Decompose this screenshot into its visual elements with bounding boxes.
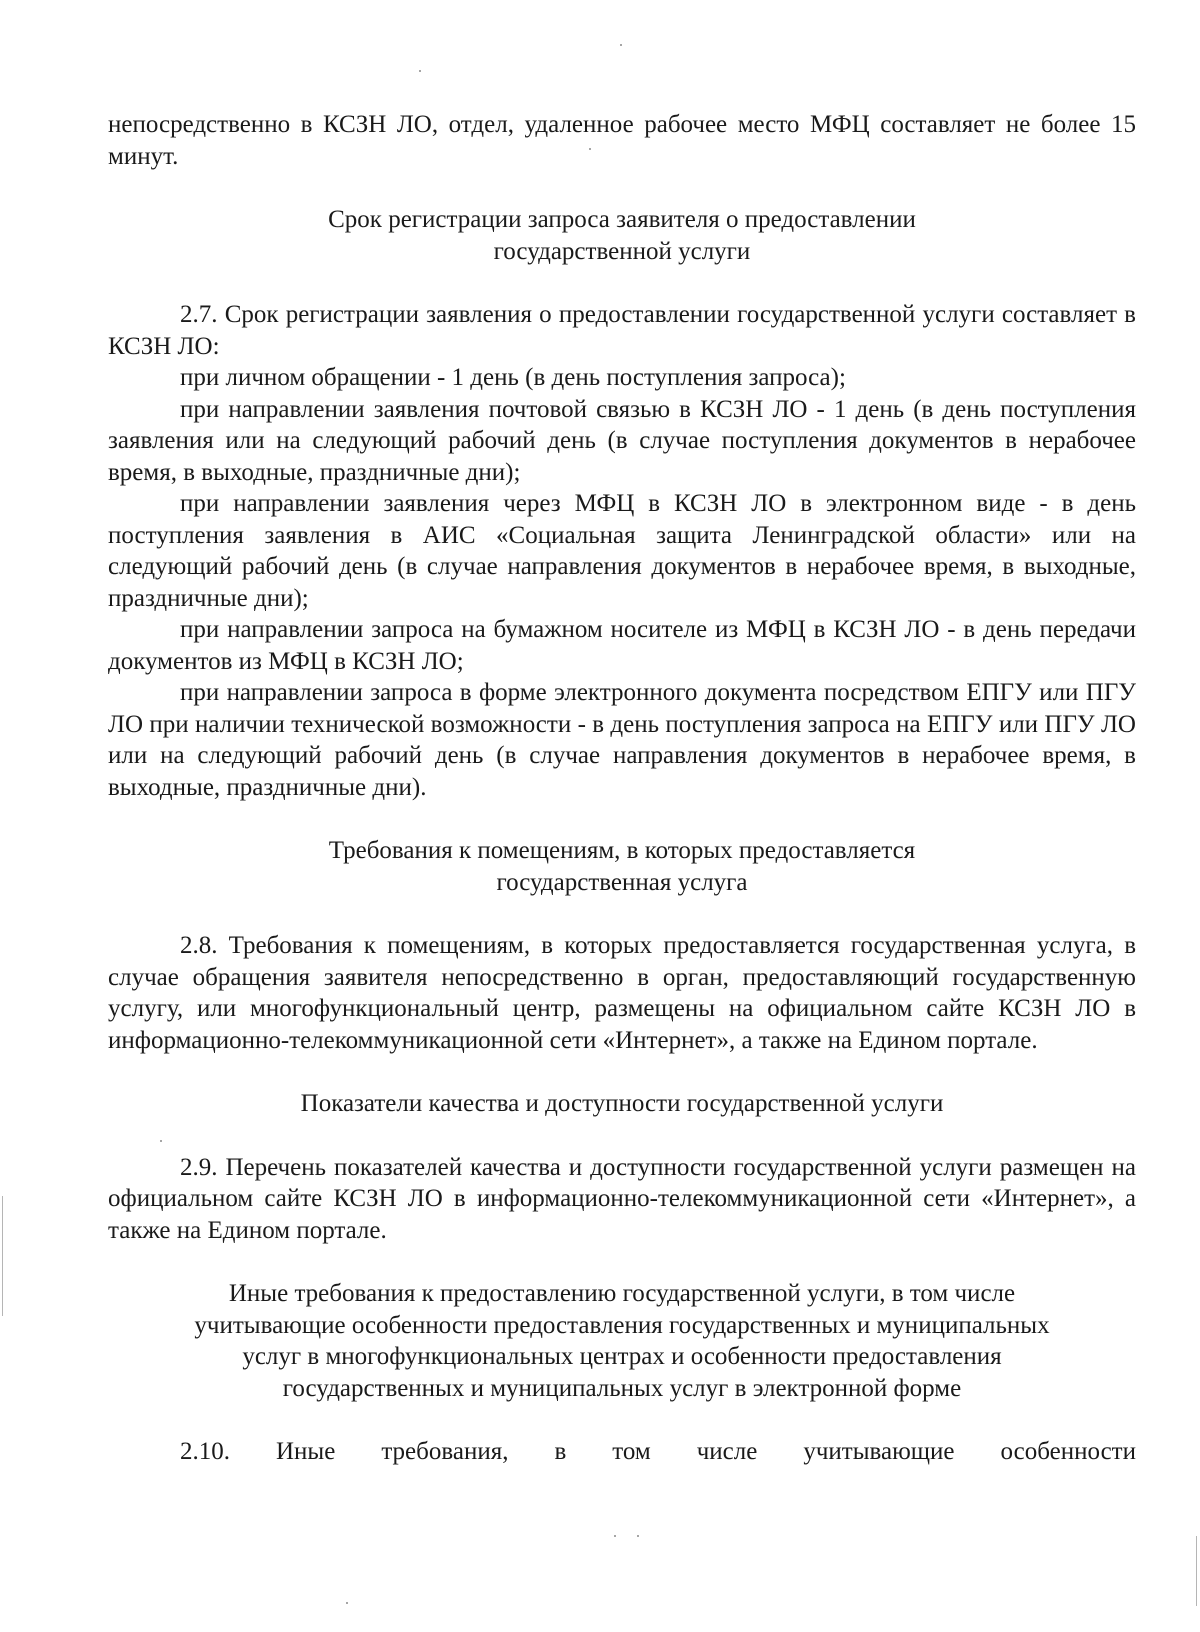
section-heading-registration-term xyxy=(108,204,1136,267)
paragraph-2-7: 2.7. Срок регистрации заявления о предоставлении государственной услуги составляет в КСЗН ЛО: xyxy=(108,301,1136,360)
scan-speck xyxy=(419,70,421,72)
section-heading-other-requirements xyxy=(108,1278,1136,1404)
heading-line: Требования к помещениям, в которых предоставляется xyxy=(328,837,916,864)
word: учитывающие xyxy=(803,1438,955,1465)
section-heading-premises xyxy=(108,835,1136,898)
heading-line: Срок регистрации запроса заявителя о предоставлении xyxy=(328,206,916,233)
heading-line: Показатели качества и доступности государственной услуги xyxy=(300,1090,944,1117)
paragraph-2-7-item: при личном обращении - 1 день (в день поступления запроса); xyxy=(180,364,846,391)
paragraph-2-7-item: при направлении запроса в форме электронного документа посредством ЕПГУ или ПГУ ЛО при наличии технической возможности - в день поступления запроса на ЕПГУ или ПГУ ЛО или на следующий рабочий день (в случае направления документов в нерабочее время, в выходные, праздничные дни). xyxy=(108,679,1136,801)
scan-speck xyxy=(160,1140,162,1142)
word: требования, xyxy=(381,1438,509,1465)
word: 2.10. xyxy=(180,1438,230,1465)
heading-line: услуг в многофункциональных центрах и особенности предоставления xyxy=(242,1343,1002,1370)
paragraph-2-7-item: при направлении заявления почтовой связью в КСЗН ЛО - 1 день (в день поступления заявления или на следующий рабочий день (в случае поступления документов в нерабочее время, в выходные, праздничные дни); xyxy=(108,395,1136,486)
scan-speck xyxy=(614,1535,616,1537)
heading-line: государственной услуги xyxy=(493,237,751,265)
heading-line: Иные требования к предоставлению государственной услуги, в том числе xyxy=(228,1280,1016,1307)
scan-edge-mark xyxy=(1196,1536,1197,1606)
heading-line: государственная услуга xyxy=(496,868,748,896)
document-body xyxy=(108,109,1136,1468)
paragraph-2-8: 2.8. Требования к помещениям, в которых предоставляется государственная услуга, в случае обращения заявителя непосредственно в орган, предоставляющий государственную услугу, или многофункциональный центр, размещены на официальном сайте КСЗН ЛО в информационно-телекоммуникационной сети «Интернет», а также на Едином портале. xyxy=(108,932,1136,1054)
heading-line: учитывающие особенности предоставления государственных и муниципальных xyxy=(194,1311,1050,1339)
word: особенности xyxy=(1000,1438,1136,1465)
heading-line: государственных и муниципальных услуг в электронной форме xyxy=(282,1374,962,1402)
paragraph-continuation: непосредственно в КСЗН ЛО, отдел, удаленное рабочее место МФЦ составляет не более 15 минут. xyxy=(108,111,1136,170)
paragraph-2-7-item: при направлении заявления через МФЦ в КСЗН ЛО в электронном виде - в день поступления заявления в АИС «Социальная защита Ленинградской области» или на следующий рабочий день (в случае направления документов в нерабочее время, в выходные, праздничные дни); xyxy=(108,490,1136,612)
scan-speck xyxy=(620,44,622,46)
paragraph-2-9: 2.9. Перечень показателей качества и доступности государственной услуги размещен на официальном сайте КСЗН ЛО в информационно-телекоммуникационной сети «Интернет», а также на Едином портале. xyxy=(108,1153,1136,1244)
paragraph-2-7-item: при направлении запроса на бумажном носителе из МФЦ в КСЗН ЛО - в день передачи документов из МФЦ в КСЗН ЛО; xyxy=(108,616,1136,675)
scan-edge-mark xyxy=(2,1196,3,1316)
word: том xyxy=(612,1438,651,1465)
word: в xyxy=(554,1438,567,1465)
word: Иные xyxy=(276,1438,336,1465)
paragraph-2-10 xyxy=(108,1436,1136,1468)
scan-speck xyxy=(589,148,591,150)
scan-speck xyxy=(637,1535,639,1537)
word: числе xyxy=(696,1438,758,1465)
scan-speck xyxy=(346,1602,348,1604)
section-heading-quality-indicators xyxy=(108,1088,1136,1120)
